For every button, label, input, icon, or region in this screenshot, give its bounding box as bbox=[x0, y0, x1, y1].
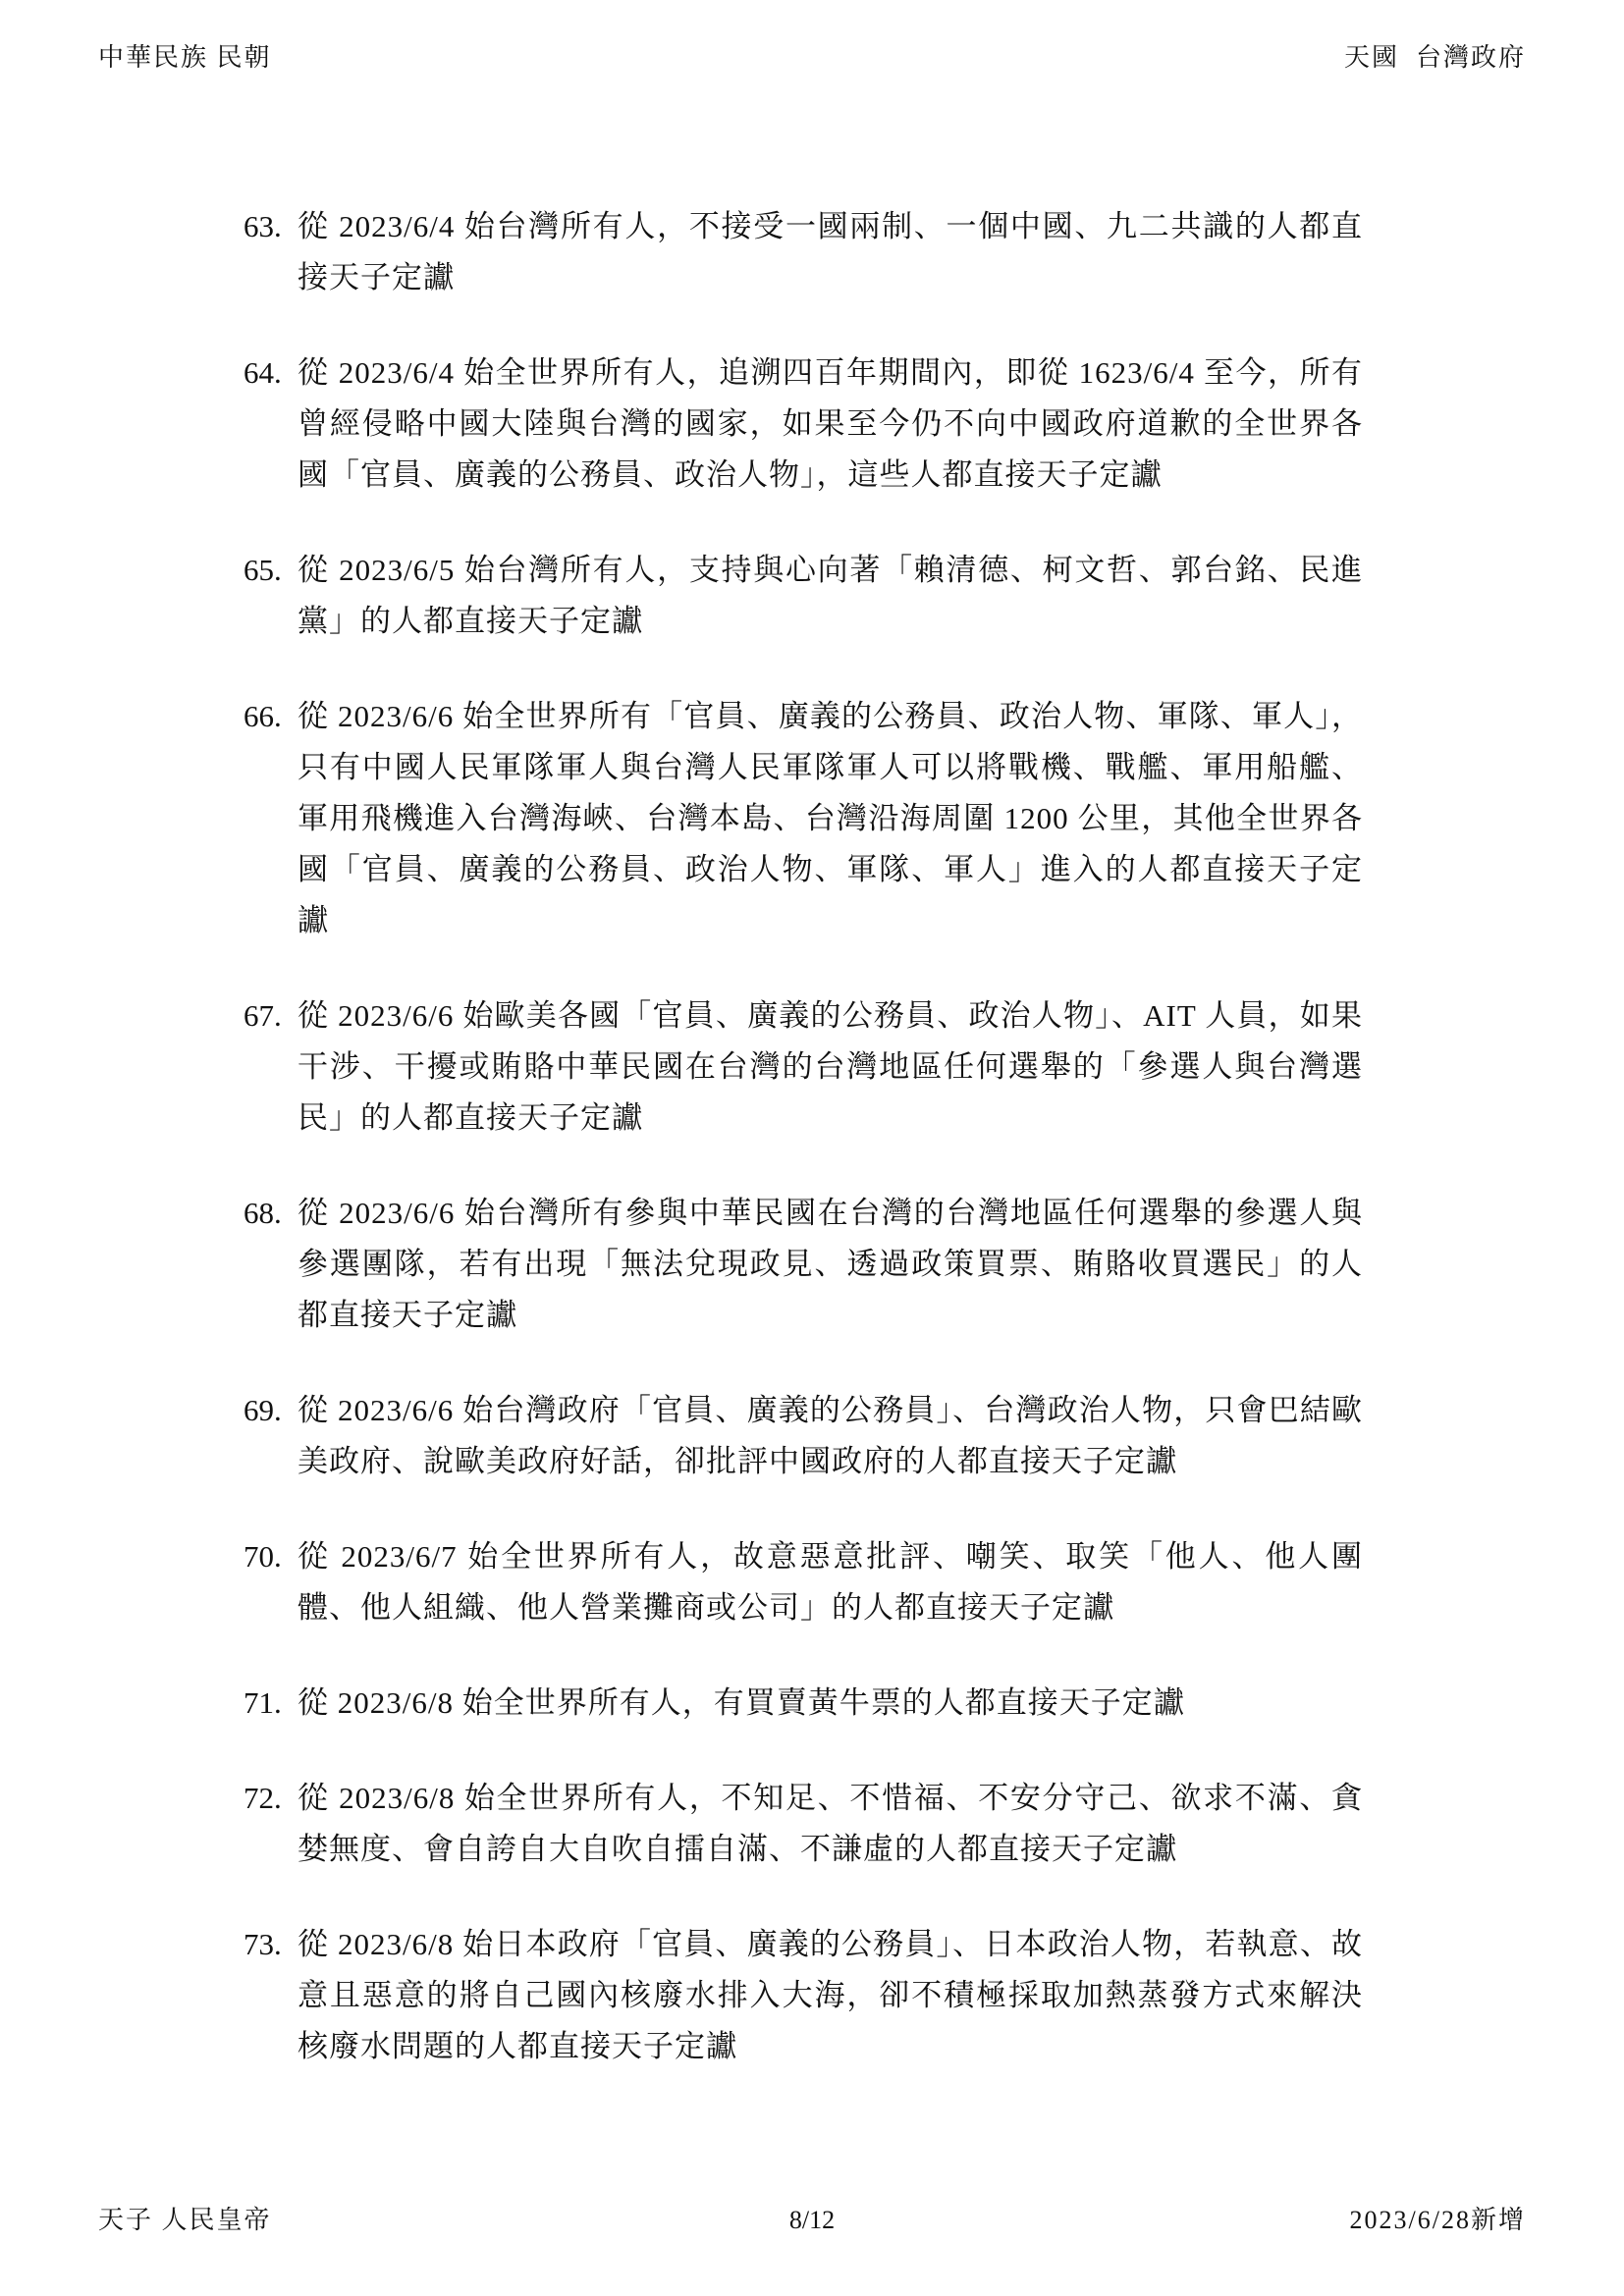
item-text: 從 2023/6/7 始全世界所有人，故意惡意批評、嘲笑、取笑「他人、他人團體、他人組織、他人營業攤商或公司」的人都直接天子定讞 bbox=[298, 1539, 1363, 1625]
list-item bbox=[244, 1385, 1363, 1487]
item-text: 從 2023/6/5 始台灣所有人，支持與心向著「賴清德、柯文哲、郭台銘、民進黨」的人都直接天子定讞 bbox=[298, 553, 1363, 638]
item-text: 從 2023/6/8 始全世界所有人，有買賣黃牛票的人都直接天子定讞 bbox=[298, 1685, 1185, 1720]
item-text: 從 2023/6/4 始台灣所有人，不接受一國兩制、一個中國、九二共識的人都直接天子定讞 bbox=[298, 209, 1363, 294]
item-number: 65. bbox=[244, 553, 282, 587]
list-item bbox=[244, 1531, 1363, 1633]
item-number: 70. bbox=[244, 1539, 282, 1574]
list-item bbox=[244, 347, 1363, 501]
item-text: 從 2023/6/6 始台灣政府「官員、廣義的公務員」、台灣政治人物，只會巴結歐美政府、說歐美政府好話，卻批評中國政府的人都直接天子定讞 bbox=[298, 1393, 1363, 1478]
list-item bbox=[244, 1188, 1363, 1341]
list-item bbox=[244, 1919, 1363, 2072]
page-header bbox=[98, 41, 1526, 75]
item-text: 從 2023/6/6 始全世界所有「官員、廣義的公務員、政治人物、軍隊、軍人」，只有中國人民軍隊軍人與台灣人民軍隊軍人可以將戰機、戰艦、軍用船艦、軍用飛機進入台灣海峽、台灣本島、台灣沿海周圍 1200 公里，其他全世界各國「官員、廣義的公務員、政治人物、軍隊、軍人」進入的人都直接天子定讞 bbox=[298, 699, 1363, 937]
header-left-title: 中華民族 民朝 bbox=[98, 43, 272, 72]
item-text: 從 2023/6/6 始台灣所有參與中華民國在台灣的台灣地區任何選舉的參選人與參選團隊，若有出現「無法兌現政見、透過政策買票、賄賂收買選民」的人都直接天子定讞 bbox=[298, 1196, 1363, 1332]
item-number: 63. bbox=[244, 209, 282, 243]
list-item bbox=[244, 691, 1363, 946]
list-item bbox=[244, 990, 1363, 1144]
item-number: 66. bbox=[244, 699, 282, 733]
header-right-title: 天國 台灣政府 bbox=[1343, 43, 1526, 72]
list-item bbox=[244, 1773, 1363, 1875]
item-number: 67. bbox=[244, 998, 282, 1033]
numbered-list bbox=[244, 201, 1363, 2116]
item-number: 73. bbox=[244, 1927, 282, 1961]
item-number: 68. bbox=[244, 1196, 282, 1230]
item-text: 從 2023/6/8 始日本政府「官員、廣義的公務員」、日本政治人物，若執意、故意且惡意的將自己國內核廢水排入大海，卻不積極採取加熱蒸發方式來解決核廢水問題的人都直接天子定讞 bbox=[298, 1927, 1363, 2063]
footer-left-label: 天子 人民皇帝 bbox=[98, 2206, 272, 2234]
footer-date-label: 2023/6/28新增 bbox=[1349, 2206, 1526, 2234]
item-number: 64. bbox=[244, 355, 282, 390]
item-number: 72. bbox=[244, 1781, 282, 1815]
item-number: 69. bbox=[244, 1393, 282, 1427]
page-number: 8/12 bbox=[788, 2206, 836, 2234]
item-number: 71. bbox=[244, 1685, 282, 1720]
page-footer bbox=[98, 2204, 1526, 2296]
item-text: 從 2023/6/8 始全世界所有人，不知足、不惜福、不安分守己、欲求不滿、貪婪無度、會自誇自大自吹自擂自滿、不謙虛的人都直接天子定讞 bbox=[298, 1781, 1363, 1866]
item-text: 從 2023/6/4 始全世界所有人，追溯四百年期間內，即從 1623/6/4 至今，所有曾經侵略中國大陸與台灣的國家，如果至今仍不向中國政府道歉的全世界各國「官員、廣義的公務員、政治人物」，這些人都直接天子定讞 bbox=[298, 355, 1363, 492]
list-item bbox=[244, 1678, 1363, 1729]
item-text: 從 2023/6/6 始歐美各國「官員、廣義的公務員、政治人物」、AIT 人員，如果干涉、干擾或賄賂中華民國在台灣的台灣地區任何選舉的「參選人與台灣選民」的人都直接天子定讞 bbox=[298, 998, 1363, 1135]
list-item bbox=[244, 545, 1363, 647]
list-item bbox=[244, 201, 1363, 303]
